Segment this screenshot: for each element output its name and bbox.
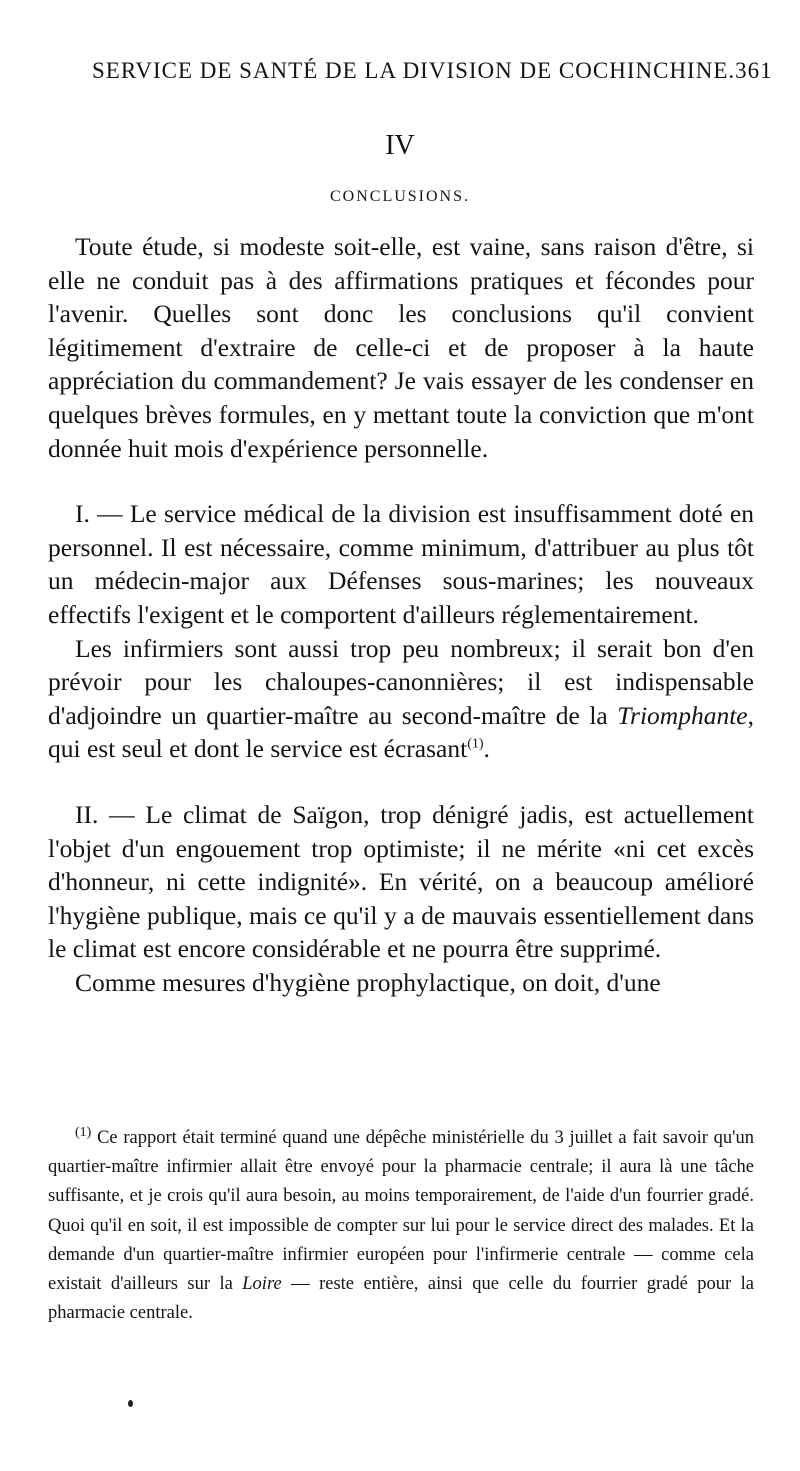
paragraph-point-2: II. — Le climat de Saïgon, trop dénigré jadis, est actuellement l'objet d'un engouement trop optimiste; il ne mérite «ni cet excès d'honneur, ni cette indignité». En vérité, on a beaucoup amélioré l'hygiène publique, mais ce qu'il y a de mauvais essentiellement dans le climat est encore considérable et ne pourra être supprimé. [48, 799, 754, 964]
paragraph-point-1: I. — Le service médical de la division est insuffisamment doté en personnel. Il est nécessaire, comme minimum, d'attribuer au plus tôt un médecin-major aux Défenses sous-marines; les nouveaux effectifs l'exigent et le comportent d'ailleurs réglementairement. [48, 499, 754, 629]
footnote-reference: (1) [467, 736, 484, 752]
paragraph-prophylaxis: Comme mesures d'hygiène prophylactique, on doit, d'une [75, 967, 661, 997]
ship-name-loire: Loire [242, 1274, 282, 1295]
body-text [48, 230, 754, 999]
intro-paragraph: Toute étude, si modeste soit-elle, est vaine, sans raison d'être, si elle ne conduit pas à des affirmations pratiques et fécondes pour l'avenir. Quelles sont donc les conclusions qu'il convient légitimement d'extraire de celle-ci et de proposer à la haute appréciation du commandement? Je vais essayer de les condenser en quelques brèves formules, en y mettant toute la conviction que m'ont donnée huit mois d'expérience personnelle. [48, 232, 754, 463]
ship-name-triomphante: Triomphante [617, 700, 748, 730]
footnote-text-end: — reste entière, ainsi que celle du fourrier gradé pour la pharmacie centrale. [48, 1274, 754, 1324]
page-number: 361 [735, 58, 773, 83]
footnote-text: Ce rapport était terminé quand une dépêche ministérielle du 3 juillet a fait savoir qu'un quartier-maître infirmier allait être envoyé pour la pharmacie centrale; il aura là une tâche suffisante, et je crois qu'il aura besoin, au moins temporairement, de l'aide d'un fourrier gradé. Quoi qu'il en soit, il est impossible de compter sur lui pour le service direct des malades. Et la demande d'un quartier-maître infirmier européen pour l'infirmerie centrale — comme cela existait d'ailleurs sur la [48, 1128, 754, 1295]
running-header [92, 58, 773, 84]
section-number: IV [385, 130, 415, 161]
footnote-marker: (1) [75, 1124, 92, 1140]
paragraph-nurses-text: Les infirmiers sont aussi trop peu nombreux; il serait bon d'en prévoir pour les chaloupes-canonnières; il est indispensable d'adjoindre un quartier-maître au second-maître de la [48, 633, 754, 730]
ink-speck [128, 1400, 133, 1407]
running-title: SERVICE DE SANTÉ DE LA DIVISION DE COCHINCHINE. [92, 58, 736, 83]
paragraph-nurses [48, 632, 754, 766]
section-title: CONCLUSIONS. [329, 188, 470, 205]
paragraph-nurses-period: . [483, 734, 490, 764]
paragraph-nurses-text-end: , qui est seul et dont le service est écrasant [48, 700, 754, 764]
footnote [48, 1124, 754, 1328]
